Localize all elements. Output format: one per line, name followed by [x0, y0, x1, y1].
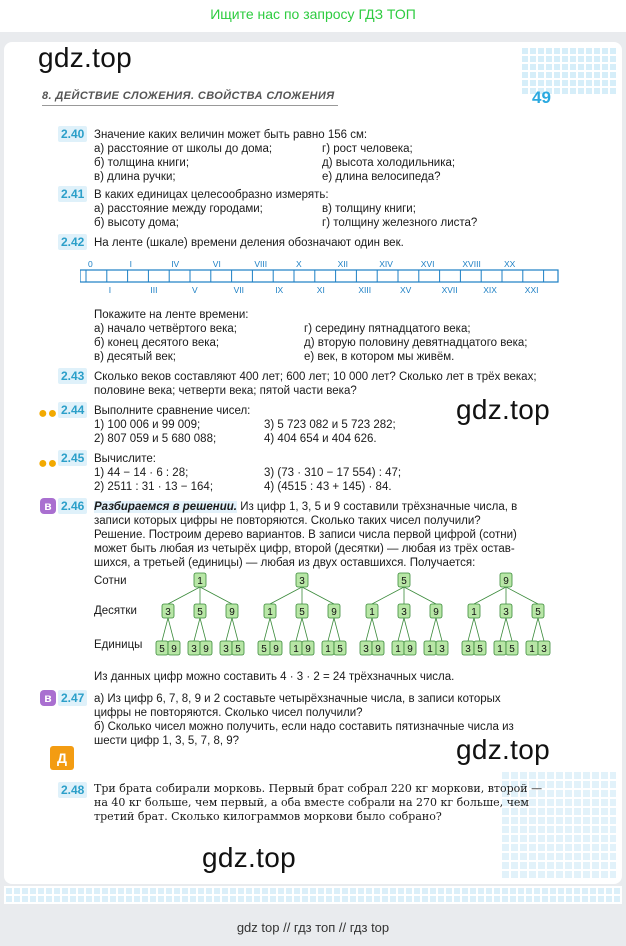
tree-edge	[404, 587, 436, 604]
tree-edge	[328, 618, 334, 641]
problem-number-244: 2.44	[58, 402, 87, 418]
tree-node-label: 3	[541, 644, 547, 655]
problem-242-right	[304, 322, 527, 364]
tree-node-label: 5	[509, 644, 515, 655]
tree-node-label: 5	[337, 644, 343, 655]
tree-node-label: 3	[401, 607, 407, 618]
tree-node-label: 9	[171, 644, 177, 655]
header-divider	[42, 105, 338, 106]
tree-node-label: 1	[427, 644, 433, 655]
homework-icon: Д	[50, 746, 74, 770]
tree-node-label: 1	[325, 644, 331, 655]
option: в) длина ручки;	[94, 171, 176, 183]
timeline-top-label: 0	[88, 259, 93, 269]
tree-edge	[506, 618, 512, 641]
timeline-top-label: X	[296, 259, 302, 269]
tree-node-label: 3	[223, 644, 229, 655]
tree-edge	[334, 618, 340, 641]
timeline-bottom-label: XI	[316, 285, 325, 295]
tree-edge	[162, 618, 168, 641]
problem-240-question: Значение каких величин может быть равно 156 см:	[94, 129, 368, 141]
footer-links[interactable]: gdz top // гдз топ // гдз top	[236, 920, 390, 935]
option: 3) (73 · 310 − 17 554) : 47;	[264, 467, 402, 479]
tree-edge	[168, 618, 174, 641]
tree-edge	[436, 618, 442, 641]
option: б) конец десятого века;	[94, 337, 220, 349]
timeline-top-label: XIV	[379, 259, 393, 269]
problem-number-245: 2.45	[58, 450, 87, 466]
option: д) высота холодильника;	[322, 157, 456, 169]
text-line: б) Сколько чисел можно получить, если надо составить пятизначные числа из	[94, 721, 514, 733]
watermark-top: gdz.top	[38, 42, 132, 73]
tree-node-label: 1	[529, 644, 535, 655]
tree-node-label: 1	[471, 607, 477, 618]
tree-node-label: 5	[159, 644, 165, 655]
problem-240-left	[94, 142, 272, 184]
tree-edge	[232, 618, 238, 641]
problem-248-text	[94, 782, 542, 824]
timeline-top-label: XVI	[420, 259, 435, 269]
tree-edge	[500, 618, 506, 641]
tree-node-label: 3	[439, 644, 445, 655]
text-line: записи которых цифры не повторяются. Сколько таких чисел получили?	[94, 515, 481, 527]
option: а) расстояние от школы до дома;	[94, 143, 273, 155]
timeline-bottom-label: V	[192, 285, 198, 295]
tree-node-label: 1	[267, 607, 273, 618]
problem-242-task: Покажите на ленте времени:	[94, 309, 249, 321]
solution-icon: в	[40, 690, 56, 706]
tree-node-label: 9	[305, 644, 311, 655]
option: б) толщина книги;	[94, 157, 190, 169]
tree-edge	[264, 618, 270, 641]
tree-node-label: 9	[407, 644, 413, 655]
tree-edge	[474, 618, 480, 641]
tree-node-label: 5	[535, 607, 541, 618]
tree-node-label: 5	[477, 644, 483, 655]
chapter-header: 8. ДЕЙСТВИЕ СЛОЖЕНИЯ. СВОЙСТВА СЛОЖЕНИЯ	[42, 90, 335, 102]
text-line: может быть любая из четырёх цифр, второй (десятки) — любая из трёх остав-	[94, 543, 515, 555]
tree-node-label: 3	[299, 576, 305, 587]
problem-242-question: На ленте (шкале) времени деления обозначают один век.	[94, 237, 404, 249]
tree-node-label: 9	[375, 644, 381, 655]
option: б) высоту дома;	[94, 217, 179, 229]
problem-247-text	[94, 692, 514, 748]
tree-edge	[270, 587, 302, 604]
option: е) длина велосипеда?	[322, 171, 441, 183]
tree-edge	[200, 587, 232, 604]
watermark-bottom: gdz.top	[202, 842, 296, 873]
timeline-scale	[80, 256, 564, 298]
tree-node-label: 9	[331, 607, 337, 618]
text-line: половине века; четверти века; пятой части века?	[94, 385, 357, 397]
option: 4) (4515 : 43 + 145) · 84.	[264, 481, 392, 493]
option: г) рост человека;	[322, 143, 413, 155]
option: 4) 404 654 и 404 626.	[264, 433, 377, 445]
text-line: а) Из цифр 6, 7, 8, 9 и 2 составьте четырёхзначные числа, в записи которых	[94, 693, 501, 705]
tree-node-label: 9	[203, 644, 209, 655]
problem-241-question: В каких единицах целесообразно измерять:	[94, 189, 329, 201]
timeline-bottom-label: XXI	[524, 285, 539, 295]
tree-edge	[430, 618, 436, 641]
option: 3) 5 723 082 и 5 723 282;	[264, 419, 396, 431]
tree-edge	[302, 618, 308, 641]
problem-241-left	[94, 202, 263, 230]
option: в) десятый век;	[94, 351, 176, 363]
text-line: третий брат. Сколько килограммов моркови было собрано?	[94, 810, 442, 823]
tree-node-label: 5	[299, 607, 305, 618]
option: а) начало четвёртого века;	[94, 323, 237, 335]
timeline-top-label: I	[129, 259, 132, 269]
timeline-top-label: XX	[504, 259, 516, 269]
timeline-bottom-label: XVII	[441, 285, 458, 295]
text-line: шихся, а третьей (единицы) — любая из двух оставшихся. Получается:	[94, 557, 476, 569]
tree-node-label: 3	[465, 644, 471, 655]
italic-lead: Разбираемся в решении.	[94, 501, 237, 513]
timeline-bottom-label: VII	[233, 285, 245, 295]
problem-246-text	[94, 514, 517, 570]
tree-node-label: 3	[503, 607, 509, 618]
text-line: Сколько веков составляют 400 лет; 600 лет; 10 000 лет? Сколько лет в трёх веках;	[94, 371, 537, 383]
problem-242-left	[94, 322, 237, 364]
problem-241-right	[322, 202, 477, 230]
option: е) век, в котором мы живём.	[304, 351, 455, 363]
problem-number-246: 2.46	[58, 498, 87, 514]
problem-246-first-line	[94, 500, 517, 514]
tree-node-label: 5	[401, 576, 407, 587]
problem-number-242: 2.42	[58, 234, 87, 250]
tree-edge	[226, 618, 232, 641]
problem-number-243: 2.43	[58, 368, 87, 384]
text-line: Из цифр 1, 3, 5 и 9 составили трёхзначные числа, в	[240, 501, 518, 513]
problem-244-left	[94, 418, 216, 446]
tree-edge	[372, 618, 378, 641]
tree-edge	[270, 618, 276, 641]
timeline-top-label: IV	[171, 259, 180, 269]
tree-node-label: 1	[293, 644, 299, 655]
text-line: цифры не повторяются. Сколько чисел получили?	[94, 707, 363, 719]
timeline-bottom-label: I	[108, 285, 112, 295]
tree-edge	[194, 618, 200, 641]
decorative-grid-footer	[4, 886, 622, 904]
pair-work-icon: ●●	[38, 455, 58, 472]
tree-node-label: 9	[503, 576, 509, 587]
tree-node-label: 1	[197, 576, 203, 587]
timeline-top-label: XVIII	[462, 259, 481, 269]
tree-node-label: 1	[369, 607, 375, 618]
tree-edge	[200, 618, 206, 641]
tree-edge	[296, 618, 302, 641]
watermark-lower: gdz.top	[456, 734, 550, 765]
problem-244-question: Выполните сравнение чисел:	[94, 405, 251, 417]
row-label-tens: Десятки	[94, 605, 137, 617]
top-banner-text[interactable]: Ищите нас по запросу ГДЗ ТОП	[210, 6, 416, 22]
tree-node-label: 1	[395, 644, 401, 655]
tree-node-label: 3	[165, 607, 171, 618]
option: 1) 44 − 14 · 6 : 28;	[94, 467, 189, 479]
row-label-hundreds: Сотни	[94, 575, 127, 587]
timeline-band	[80, 270, 558, 282]
tree-edge	[366, 618, 372, 641]
option: 2) 807 059 и 5 680 088;	[94, 433, 217, 445]
tree-edge	[532, 618, 538, 641]
tree-edge	[538, 618, 544, 641]
option: д) вторую половину девятнадцатого века;	[304, 337, 528, 349]
tree-node-label: 5	[261, 644, 267, 655]
pair-work-icon: ●●	[38, 405, 58, 422]
problem-number-240: 2.40	[58, 126, 87, 142]
option: а) расстояние между городами;	[94, 203, 263, 215]
problem-245-left	[94, 466, 213, 494]
timeline-top-label: XII	[337, 259, 349, 269]
tree-edge	[168, 587, 200, 604]
text-line: на 40 кг больше, чем первый, а оба вместе собрали на 270 кг больше, чем	[94, 796, 529, 809]
option: в) толщину книги;	[322, 203, 416, 215]
tree-edge	[372, 587, 404, 604]
option: г) середину пятнадцатого века;	[304, 323, 471, 335]
text-line: шести цифр 1, 3, 5, 7, 8, 9?	[94, 735, 240, 747]
solution-icon: в	[40, 498, 56, 514]
tree-node-label: 9	[433, 607, 439, 618]
tree-edge	[398, 618, 404, 641]
problem-240-right	[322, 142, 455, 184]
timeline-bottom-label: XIII	[358, 285, 372, 295]
text-line: Решение. Построим дерево вариантов. В записи числа первой цифрой (сотни)	[94, 529, 517, 541]
timeline-top-label: VIII	[254, 259, 268, 269]
tree-edge	[302, 587, 334, 604]
problem-244-right	[264, 418, 396, 446]
option: 2) 2511 : 31 · 13 − 164;	[94, 481, 214, 493]
tree-node-label: 5	[197, 607, 203, 618]
problem-number-247: 2.47	[58, 690, 87, 706]
timeline-bottom-label: XIX	[483, 285, 497, 295]
tree-edge	[506, 587, 538, 604]
tree-node-label: 9	[273, 644, 279, 655]
row-label-units: Единицы	[94, 639, 143, 651]
problem-245-question: Вычислите:	[94, 453, 156, 465]
timeline-bottom-label: XV	[400, 285, 412, 295]
timeline-top-label: VI	[212, 259, 221, 269]
tree-node-label: 3	[363, 644, 369, 655]
decorative-grid-top	[520, 46, 616, 94]
watermark-middle: gdz.top	[456, 394, 550, 425]
timeline-bottom-label: IX	[275, 285, 284, 295]
problem-number-248: 2.48	[58, 782, 87, 798]
text-line: Три брата собирали морковь. Первый брат собрал 220 кг моркови, второй —	[94, 782, 543, 795]
tree-node-label: 3	[191, 644, 197, 655]
tree-edge	[468, 618, 474, 641]
problem-number-241: 2.41	[58, 186, 87, 202]
page-number: 49	[532, 88, 551, 107]
tree-node-label: 5	[235, 644, 241, 655]
option: 1) 100 006 и 99 009;	[94, 419, 201, 431]
variant-tree-diagram	[150, 568, 570, 660]
problem-246-conclusion: Из данных цифр можно составить 4 · 3 · 2 = 24 трёхзначных числа.	[94, 671, 455, 683]
tree-edge	[404, 618, 410, 641]
tree-node-label: 1	[497, 644, 503, 655]
problem-245-right	[264, 466, 401, 494]
option: г) толщину железного листа?	[322, 217, 478, 229]
timeline-bottom-label: III	[150, 285, 158, 295]
tree-edge	[474, 587, 506, 604]
tree-node-label: 9	[229, 607, 235, 618]
